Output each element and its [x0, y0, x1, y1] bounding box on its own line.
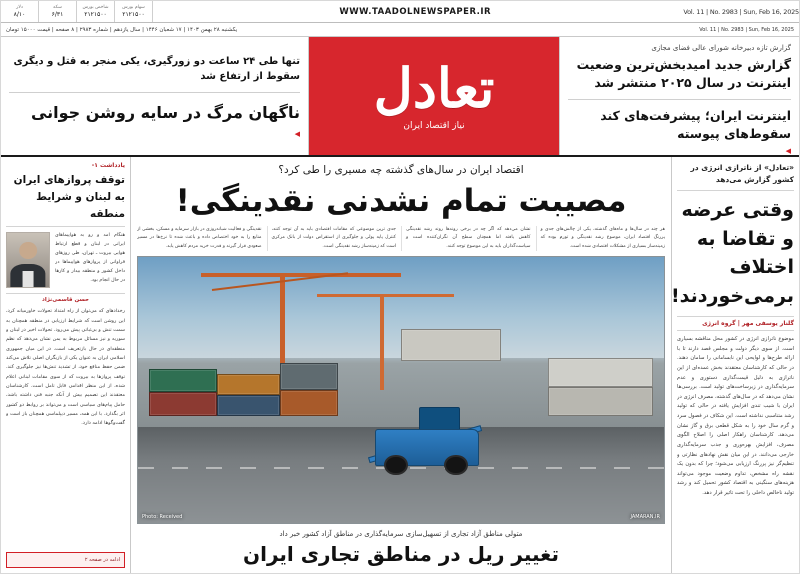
masthead-right-teasers	[559, 37, 799, 155]
shipping-container-lifted	[401, 329, 501, 361]
shipping-container	[149, 392, 217, 416]
lead-headline[interactable]: مصیبت تمام نشدنی نقدینگی!	[175, 182, 627, 219]
shipping-container	[149, 369, 217, 393]
market-ticker	[1, 1, 153, 22]
secondary-kicker: متولی مناطق آزاد تجاری از تسهیل‌سازی سرمایه‌گذاری در مناطق آزاد کشور خبر داد	[279, 529, 523, 538]
teaser-crime-headline[interactable]: ناگهان مرگ در سایه روشن جوانی	[30, 102, 300, 122]
right-sidebar	[671, 157, 799, 573]
issue-latin: Vol. 11 | No. 2983 | Sun, Feb 16, 2025	[699, 26, 794, 33]
note-body: رخدادهای که می‌توان از راه امتداد تحولات خاورمیانه کرد، این روشن است که شرایط ارزیابی در منطقه همچنان به سمت تنش و بی‌ثباتی پیش می‌رود. تحولات اخیر در لبنان و سوریه و نیز مسائل مربوط به یمن نشان می‌دهد که نظم منطقه‌ای در حال بازتعریف است. در این میان جمهوری اسلامی ایران به عنوان یکی از بازیگران اصلی تلاش می‌کند ضمن حفظ منافع خود، از تشدید تنش‌ها نیز جلوگیری کند. توقف پروازها به بیروت که از سوی مقامات لبنانی اعلام شده، از این منظر اقدامی قابل تامل است. کارشناسان معتقدند این تصمیم بیش از آنکه جنبه فنی داشته باشد، حامل پیام‌های سیاسی است و می‌تواند بر روابط دو کشور اثر بگذارد. با این همه، مسیر دیپلماسی همچنان باز است و گفت‌وگوها ادامه دارد.	[6, 308, 125, 427]
shipping-container	[280, 363, 338, 390]
shipping-container	[217, 374, 280, 395]
note-tag: یادداشت ۱-	[91, 162, 125, 169]
note-intro: هنگام آمد و رو به هواپیماهای ایرانی در لبنان و قطع ارتباط هوایی بیروت ـ تهران، طی روزهای فراوانی از پروازهای هواپیماها در داخل کشور و منطقه بیدار و کارها در حال انجام بود.	[55, 233, 125, 283]
avatar-shirt	[23, 271, 34, 287]
photo-credit: JAMARAN.IR	[630, 513, 660, 520]
energy-report-byline: گلنار یوسفی مهر | گروه انرژی	[677, 316, 794, 331]
shipping-container	[217, 395, 280, 416]
energy-report-kicker: «تعادل» از ناترازی انرژی در کشور گزارش می‌دهد	[677, 162, 794, 191]
ticker-cell: سهام بورس ۲۱۲۱۵۰۰	[115, 1, 153, 22]
issue-persian: یکشنبه ۲۸ بهمن ۱۴۰۳ | ۱۷ شعبان ۱۴۴۶ | سال یازدهم | شماره ۲۹۸۳ | ۸ صفحه | قیمت ۱۵۰۰۰ تومان	[6, 26, 238, 33]
author-avatar	[6, 232, 50, 288]
author-name: حسن قاسمی‌نژاد	[6, 293, 125, 303]
logo-block[interactable]	[309, 37, 559, 155]
crane-arm	[201, 273, 401, 277]
divider	[9, 92, 300, 93]
arrow-icon: ◀	[785, 147, 791, 155]
shipping-container	[280, 390, 338, 417]
wheel	[444, 455, 468, 476]
crane-arm	[317, 294, 454, 297]
ticker-cell: دلار ۸/۱۰	[1, 1, 39, 22]
logo-tagline: نیاز اقتصاد ایران	[403, 121, 465, 131]
arrow-icon: ◀	[294, 130, 300, 139]
crane-mast	[380, 294, 384, 390]
lead-photo	[137, 256, 665, 524]
lead-body-col: نشان می‌دهد که اگر چه در برخی روندها روند رشد نقدینگی کاهش یافته اما همچنان سطح آن نگران‌کننده است و سیاست‌گذاران باید به این موضوع توجه کنند.	[401, 226, 531, 251]
lead-body-col: هر چند در سال‌ها و ماه‌های گذشته، یکی از چالش‌های جدی و پررنگ اقتصاد ایران، موضوع رشد نقدینگی و تورم بوده که زمینه‌ساز بسیاری از مشکلات اقتصادی شده است.	[536, 226, 666, 251]
logo-wordmark: تعادل	[373, 56, 495, 120]
teaser-internet-iran[interactable]: اینترنت ایران؛ پیشرفت‌های کند سقوط‌های پیوسته	[600, 107, 791, 141]
center-column	[131, 157, 671, 573]
date-strip	[1, 23, 799, 37]
shipping-container	[548, 358, 653, 387]
note-headline[interactable]: توقف پروازهای ایران به لبنان و شرایط منطقه	[6, 172, 125, 227]
left-sidebar	[1, 157, 131, 573]
lead-body-columns	[137, 226, 665, 251]
lead-body-col: جدی ترین موضوعی که مقامات اقتصادی باید به آن توجه کنند، کنترل پایه پولی و جلوگیری از استقراض دولت از بانک مرکزی است که زمینه‌ساز رشد نقدینگی است.	[267, 226, 397, 251]
content-area	[1, 157, 799, 573]
teaser-crime-kicker[interactable]: تنها طی ۲۴ ساعت دو زورگیری، یکی منجر به قتل و دیگری سقوط از ارتفاع شد	[13, 55, 300, 82]
masthead-left-teasers	[1, 37, 309, 155]
author-block	[6, 232, 125, 288]
photo-caption: Photo: Received	[142, 513, 183, 520]
lead-kicker: اقتصاد ایران در سال‌های گذشته چه مسیری را طی کرد؟	[278, 164, 524, 176]
website-url[interactable]: WWW.TAADOLNEWSPAPER.IR	[339, 6, 492, 17]
continue-note[interactable]: ادامه در صفحه ۲	[6, 552, 125, 568]
masthead	[1, 37, 799, 157]
lead-body-col: نقدینگی و فعالیت شبانه‌روزی در بازار سرمایه و مسکن، بخشی از منابع را به خود اختصاص داده و باعث شده تا نرخ‌ها در مسیر صعودی قرار گیرند و قدرت خرید مردم کاهش یابد.	[137, 226, 262, 249]
ticker-cell: سکه ۶/۳۱	[39, 1, 77, 22]
energy-report-headline[interactable]: وقتی عرضه و تقاضا به اختلاف برمی‌خوردند!	[670, 199, 794, 307]
wheel	[384, 455, 408, 476]
energy-report-body: موضوع ناترازی انرژی در کشور محل مناقشه بسیاری است. از سوی دیگر دولت و مجلس قصد دارند تا با ارائه طرح‌ها و لوایحی این نابسامانی را سامان دهند. در حالی که کارشناسان معتقدند بخش عمده‌ای از این ناترازی به دلیل قیمت‌گذاری دستوری و عدم سرمایه‌گذاری در زیرساخت‌های تولید است. بررسی‌ها نشان می‌دهد که در سال‌های گذشته، مصرف انرژی در ایران با شیب تندی افزایش یافته در حالی که تولید رشد متناسبی نداشته است. این شکاف در فصول سرد و گرم سال خود را به شکل قطعی برق و گاز نشان می‌دهد. کارشناسان راهکار اصلی را اصلاح الگوی مصرف، افزایش بهره‌وری و جذب سرمایه‌گذاری خارجی می‌دانند. در این میان نقش نهادهای نظارتی و تنظیم‌گر نیز پررنگ ارزیابی می‌شود؛ چرا که بدون یک نقشه راه مشخص، تداوم وضعیت موجود می‌تواند هزینه‌های سنگینی به اقتصاد کشور تحمیل کند و رشد تولید ناخالص داخلی را تحت تاثیر قرار دهد.	[677, 336, 794, 496]
secondary-headline[interactable]: تغییر ریل در مناطق تجاری ایران	[243, 542, 559, 566]
avatar-head	[19, 242, 37, 259]
shipping-container	[548, 387, 653, 416]
ticker-cell: شاخص بورس ۲۱۲۱۵۰۰	[77, 1, 115, 22]
teaser-internet-report[interactable]: گزارش تازه دبیرخانه شورای عالی فضای مجازی گزارش جدید امیدبخش‌ترین وضعیت اینترنت در سال ۲۰۲۵ منتشر شد	[576, 44, 791, 90]
issue-info-latin: Vol. 11 | No. 2983 | Sun, Feb 16, 2025	[683, 7, 799, 16]
top-bar	[1, 1, 799, 23]
divider	[568, 99, 791, 100]
reach-stacker-vehicle	[359, 400, 517, 480]
